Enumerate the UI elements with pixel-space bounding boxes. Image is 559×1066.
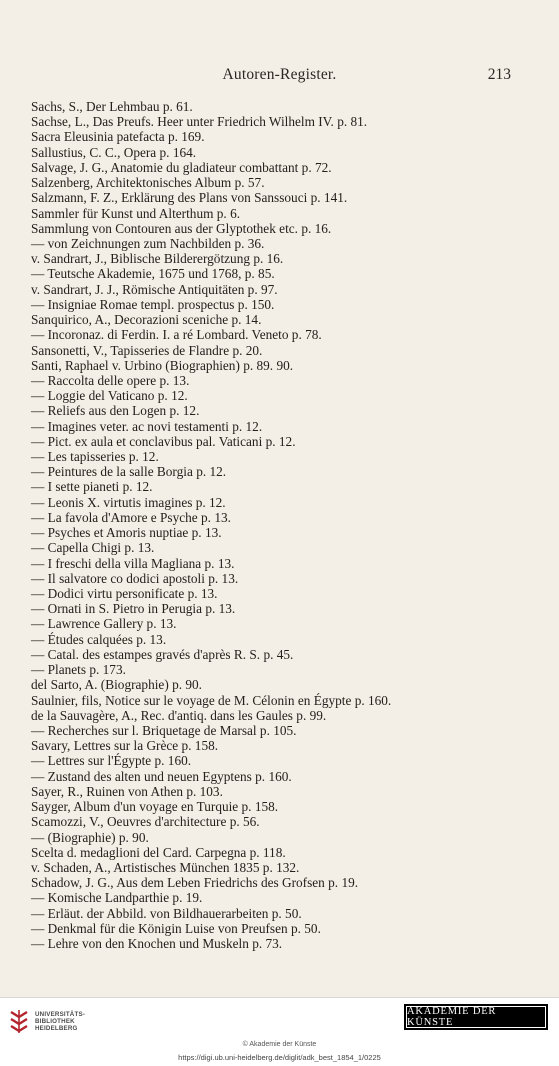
- index-entry: — Recherches sur l. Briquetage de Marsal p. 105.: [31, 722, 297, 738]
- index-entry: — Dodici virtu personificate p. 13.: [31, 586, 218, 601]
- library-emblem-icon: [8, 1008, 30, 1034]
- index-entry: — Planets p. 173.: [31, 662, 126, 678]
- index-entry: v. Schaden, A., Artistisches München 1835 p. 132.: [31, 859, 300, 875]
- index-entry: Sachs, S., Der Lehmbau p. 61.: [31, 99, 193, 114]
- index-entry: — Il salvatore co dodici apostoli p. 13.: [31, 570, 239, 586]
- library-name-line: HEIDELBERG: [35, 1024, 78, 1032]
- index-entry: — Imagines veter. ac novi testamenti p. 12.: [31, 418, 263, 434]
- page-url[interactable]: https://digi.ub.uni-heidelberg.de/diglit/adk_best_1854_1/0225: [178, 1053, 381, 1062]
- index-entry: — La favola d'Amore e Psyche p. 13.: [31, 509, 231, 525]
- index-entry: Sachse, L., Das Preufs. Heer unter Friedrich Wilhelm IV. p. 81.: [31, 114, 368, 130]
- index-entry: — Raccolta delle opere p. 13.: [31, 372, 190, 388]
- library-name-line: BIBLIOTHEK: [35, 1017, 75, 1025]
- index-entry: Sanquirico, A., Decorazioni sceniche p. 14.: [31, 312, 262, 328]
- index-entry: — Reliefs aus den Logen p. 12.: [31, 403, 200, 419]
- page-number: 213: [487, 66, 511, 83]
- index-entry: Santi, Raphael v. Urbino (Biographien) p. 89. 90.: [31, 357, 294, 373]
- index-entry: Sallustius, C. C., Opera p. 164.: [31, 144, 197, 160]
- index-entry: — Études calquées p. 13.: [31, 631, 167, 647]
- page-header: [0, 64, 559, 86]
- index-entry: Salzenberg, Architektonisches Album p. 57.: [31, 175, 265, 191]
- library-name-line: UNIVERSITÄTS-: [35, 1010, 86, 1018]
- index-entry: — Ornati in S. Pietro in Perugia p. 13.: [31, 601, 236, 617]
- index-entry: — Incoronaz. di Ferdin. I. a ré Lombard. Veneto p. 78.: [31, 327, 322, 343]
- index-entry: Savary, Lettres sur la Grèce p. 158.: [31, 738, 219, 754]
- index-entry: Sayer, R., Ruinen von Athen p. 103.: [31, 783, 223, 799]
- index-entry: — (Biographie) p. 90.: [31, 829, 149, 845]
- index-entry: — Pict. ex aula et conclavibus pal. Vaticani p. 12.: [31, 433, 296, 449]
- index-entry: — Lehre von den Knochen und Muskeln p. 73.: [31, 936, 283, 952]
- index-entry: Sayger, Album d'un voyage en Turquie p. 158.: [31, 799, 279, 815]
- index-entry: — Loggie del Vaticano p. 12.: [31, 388, 188, 404]
- index-entry: Scamozzi, V., Oeuvres d'architecture p. 56.: [31, 814, 260, 830]
- index-entry: — Peintures de la salle Borgia p. 12.: [31, 464, 227, 480]
- index-entry: — von Zeichnungen zum Nachbilden p. 36.: [31, 235, 265, 251]
- index-entry: Scelta d. medaglioni del Card. Carpegna p. 118.: [31, 844, 286, 860]
- viewer-footer: [0, 997, 559, 1066]
- index-entry: — Erläut. der Abbild. von Bildhauerarbeiten p. 50.: [31, 905, 302, 921]
- university-library-logo[interactable]: [8, 1006, 85, 1036]
- index-entry: del Sarto, A. (Biographie) p. 90.: [31, 677, 202, 693]
- index-entry: — Zustand des alten und neuen Egyptens p. 160.: [31, 768, 292, 784]
- index-entry: — Komische Landparthie p. 19.: [31, 890, 203, 906]
- index-entry: — Denkmal für die Königin Luise von Preufsen p. 50.: [31, 920, 321, 936]
- index-entry: Salvage, J. G., Anatomie du gladiateur combattant p. 72.: [31, 159, 332, 175]
- index-entry: Salzmann, F. Z., Erklärung des Plans von Sanssouci p. 141.: [31, 190, 348, 206]
- index-entry: Sansonetti, V., Tapisseries de Flandre p. 20.: [31, 342, 263, 358]
- index-entry: — Capella Chigi p. 13.: [31, 540, 155, 556]
- copyright-notice: © Akademie der Künste: [242, 1041, 317, 1048]
- index-entry: — I freschi della villa Magliana p. 13.: [31, 555, 235, 571]
- index-entry: — I sette pianeti p. 12.: [31, 479, 153, 495]
- akademie-logo[interactable]: [404, 1004, 548, 1030]
- index-entry: — Les tapisseries p. 12.: [31, 449, 159, 465]
- index-entry: v. Sandrart, J., Biblische Bilderergötzung p. 16.: [31, 251, 284, 267]
- author-index-list: [31, 99, 531, 951]
- akademie-label: AKADEMIE DER KÜNSTE: [406, 1006, 546, 1028]
- library-name: [35, 1011, 85, 1032]
- index-entry: v. Sandrart, J. J., Römische Antiquitäten p. 97.: [31, 281, 278, 297]
- index-entry: — Insigniae Romae templ. prospectus p. 150.: [31, 296, 275, 312]
- index-entry: de la Sauvagère, A., Rec. d'antiq. dans les Gaules p. 99.: [31, 707, 327, 723]
- index-entry: — Lettres sur l'Égypte p. 160.: [31, 753, 192, 769]
- index-entry: Schadow, J. G., Aus dem Leben Friedrichs des Grofsen p. 19.: [31, 875, 359, 891]
- index-entry: Sammlung von Contouren aus der Glyptothek etc. p. 16.: [31, 220, 332, 236]
- index-entry: Sacra Eleusinia patefacta p. 169.: [31, 129, 205, 145]
- index-entry: — Teutsche Akademie, 1675 und 1768, p. 85.: [31, 266, 275, 282]
- page-title: Autoren-Register.: [222, 66, 337, 83]
- index-entry: Saulnier, fils, Notice sur le voyage de M. Célonin en Égypte p. 160.: [31, 692, 392, 708]
- index-entry: Sammler für Kunst und Alterthum p. 6.: [31, 205, 241, 221]
- index-entry: — Catal. des estampes gravés d'après R. S. p. 45.: [31, 646, 294, 662]
- index-entry: — Psyches et Amoris nuptiae p. 13.: [31, 525, 222, 541]
- index-entry: — Lawrence Gallery p. 13.: [31, 616, 177, 632]
- index-entry: — Leonis X. virtutis imagines p. 12.: [31, 494, 226, 510]
